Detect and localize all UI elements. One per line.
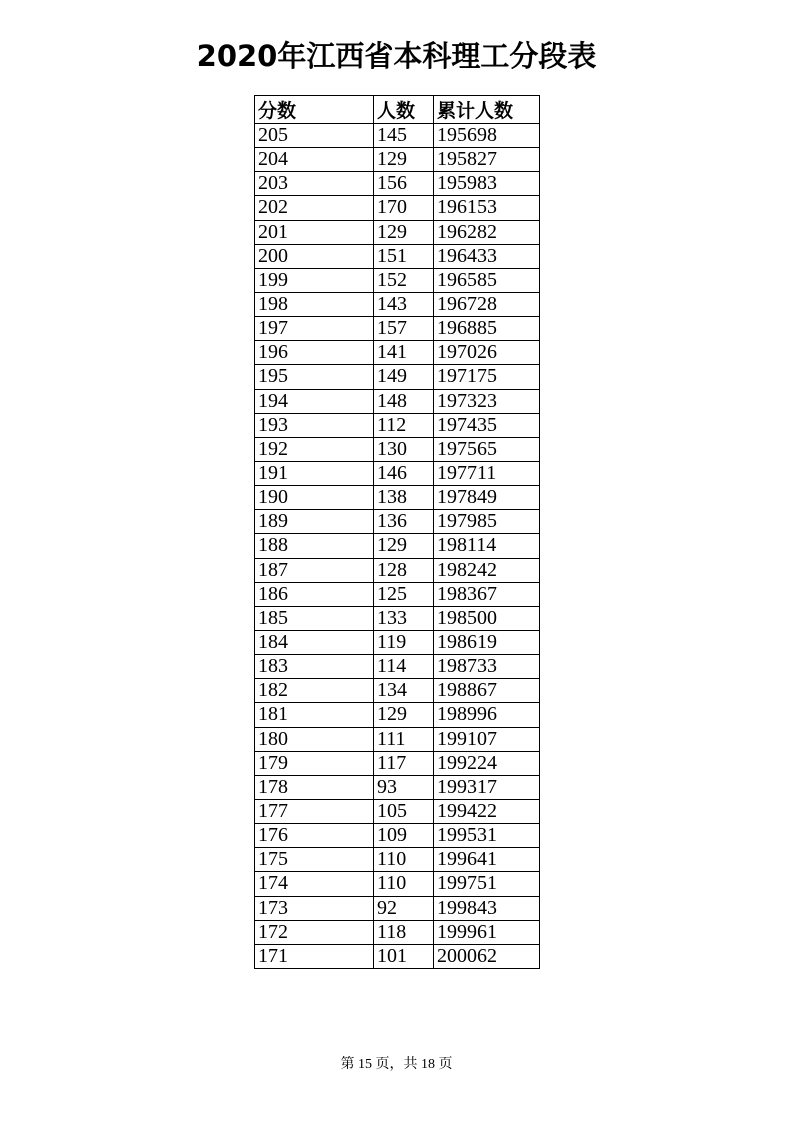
cell-cumulative: 199531 xyxy=(434,824,540,848)
cell-count: 149 xyxy=(374,365,434,389)
table-row xyxy=(255,775,540,799)
cell-cumulative: 199107 xyxy=(434,727,540,751)
table-row xyxy=(255,606,540,630)
cell-count: 156 xyxy=(374,172,434,196)
table-row xyxy=(255,365,540,389)
table-row xyxy=(255,751,540,775)
cell-cumulative: 199641 xyxy=(434,848,540,872)
table-row xyxy=(255,727,540,751)
cell-score: 193 xyxy=(255,413,374,437)
cell-score: 184 xyxy=(255,630,374,654)
table-row xyxy=(255,317,540,341)
cell-count: 141 xyxy=(374,341,434,365)
cell-count: 110 xyxy=(374,848,434,872)
cell-count: 101 xyxy=(374,944,434,968)
table-row xyxy=(255,920,540,944)
page-title: 2020年江西省本科理工分段表 xyxy=(196,39,597,73)
table-row xyxy=(255,292,540,316)
table-row xyxy=(255,389,540,413)
cell-cumulative: 197026 xyxy=(434,341,540,365)
cell-cumulative: 196885 xyxy=(434,317,540,341)
cell-cumulative: 199843 xyxy=(434,896,540,920)
cell-count: 110 xyxy=(374,872,434,896)
cell-count: 130 xyxy=(374,437,434,461)
cell-count: 146 xyxy=(374,461,434,485)
cell-cumulative: 197711 xyxy=(434,461,540,485)
cell-score: 178 xyxy=(255,775,374,799)
cell-cumulative: 199422 xyxy=(434,799,540,823)
cell-count: 112 xyxy=(374,413,434,437)
cell-count: 129 xyxy=(374,534,434,558)
table-row xyxy=(255,703,540,727)
table-row xyxy=(255,558,540,582)
table-row xyxy=(255,872,540,896)
cell-cumulative: 198619 xyxy=(434,630,540,654)
cell-count: 143 xyxy=(374,292,434,316)
cell-score: 185 xyxy=(255,606,374,630)
cell-score: 194 xyxy=(255,389,374,413)
cell-cumulative: 199224 xyxy=(434,751,540,775)
cell-score: 188 xyxy=(255,534,374,558)
cell-score: 189 xyxy=(255,510,374,534)
cell-cumulative: 195698 xyxy=(434,124,540,148)
cell-cumulative: 196728 xyxy=(434,292,540,316)
cell-cumulative: 199961 xyxy=(434,920,540,944)
cell-count: 105 xyxy=(374,799,434,823)
cell-count: 136 xyxy=(374,510,434,534)
cell-cumulative: 197435 xyxy=(434,413,540,437)
cell-count: 128 xyxy=(374,558,434,582)
cell-score: 172 xyxy=(255,920,374,944)
cell-count: 129 xyxy=(374,703,434,727)
table-row xyxy=(255,486,540,510)
cell-count: 129 xyxy=(374,148,434,172)
cell-count: 138 xyxy=(374,486,434,510)
cell-score: 174 xyxy=(255,872,374,896)
cell-count: 134 xyxy=(374,679,434,703)
cell-count: 157 xyxy=(374,317,434,341)
header-score: 分数 xyxy=(255,96,374,124)
table-header-row xyxy=(255,96,540,124)
table-row xyxy=(255,268,540,292)
cell-score: 181 xyxy=(255,703,374,727)
cell-score: 182 xyxy=(255,679,374,703)
cell-count: 151 xyxy=(374,244,434,268)
cell-cumulative: 197849 xyxy=(434,486,540,510)
cell-count: 145 xyxy=(374,124,434,148)
cell-score: 202 xyxy=(255,196,374,220)
table-row xyxy=(255,679,540,703)
table-row xyxy=(255,848,540,872)
cell-cumulative: 195983 xyxy=(434,172,540,196)
cell-count: 129 xyxy=(374,220,434,244)
cell-count: 114 xyxy=(374,655,434,679)
cell-cumulative: 195827 xyxy=(434,148,540,172)
cell-score: 179 xyxy=(255,751,374,775)
table-row xyxy=(255,172,540,196)
table-row xyxy=(255,896,540,920)
header-cumulative: 累计人数 xyxy=(434,96,540,124)
cell-cumulative: 197323 xyxy=(434,389,540,413)
table-row xyxy=(255,582,540,606)
table-row xyxy=(255,196,540,220)
table-row xyxy=(255,534,540,558)
table-row xyxy=(255,437,540,461)
table-row xyxy=(255,824,540,848)
page-footer: 第 15 页，共 18 页 xyxy=(340,1057,453,1072)
cell-cumulative: 199751 xyxy=(434,872,540,896)
table-row xyxy=(255,341,540,365)
cell-score: 198 xyxy=(255,292,374,316)
cell-cumulative: 198114 xyxy=(434,534,540,558)
table-row xyxy=(255,413,540,437)
cell-count: 117 xyxy=(374,751,434,775)
cell-cumulative: 197565 xyxy=(434,437,540,461)
table-row xyxy=(255,655,540,679)
cell-count: 92 xyxy=(374,896,434,920)
cell-score: 203 xyxy=(255,172,374,196)
table-row xyxy=(255,510,540,534)
cell-count: 148 xyxy=(374,389,434,413)
table-row xyxy=(255,124,540,148)
cell-score: 199 xyxy=(255,268,374,292)
cell-count: 170 xyxy=(374,196,434,220)
cell-count: 118 xyxy=(374,920,434,944)
cell-count: 111 xyxy=(374,727,434,751)
cell-cumulative: 199317 xyxy=(434,775,540,799)
cell-score: 177 xyxy=(255,799,374,823)
cell-score: 195 xyxy=(255,365,374,389)
cell-score: 190 xyxy=(255,486,374,510)
cell-score: 175 xyxy=(255,848,374,872)
cell-score: 176 xyxy=(255,824,374,848)
cell-score: 192 xyxy=(255,437,374,461)
cell-score: 183 xyxy=(255,655,374,679)
score-table xyxy=(254,95,540,969)
cell-cumulative: 197175 xyxy=(434,365,540,389)
cell-cumulative: 200062 xyxy=(434,944,540,968)
cell-cumulative: 198867 xyxy=(434,679,540,703)
table-row xyxy=(255,461,540,485)
cell-cumulative: 198500 xyxy=(434,606,540,630)
table-row xyxy=(255,799,540,823)
cell-score: 205 xyxy=(255,124,374,148)
cell-cumulative: 198367 xyxy=(434,582,540,606)
cell-cumulative: 196585 xyxy=(434,268,540,292)
table-row xyxy=(255,220,540,244)
table-row xyxy=(255,630,540,654)
cell-score: 187 xyxy=(255,558,374,582)
cell-count: 119 xyxy=(374,630,434,654)
cell-score: 204 xyxy=(255,148,374,172)
cell-score: 171 xyxy=(255,944,374,968)
cell-score: 186 xyxy=(255,582,374,606)
table-header xyxy=(255,96,540,124)
cell-cumulative: 198242 xyxy=(434,558,540,582)
cell-score: 173 xyxy=(255,896,374,920)
cell-count: 93 xyxy=(374,775,434,799)
cell-score: 196 xyxy=(255,341,374,365)
cell-score: 197 xyxy=(255,317,374,341)
cell-cumulative: 196282 xyxy=(434,220,540,244)
cell-score: 200 xyxy=(255,244,374,268)
table-body xyxy=(255,124,540,969)
table-row xyxy=(255,244,540,268)
cell-cumulative: 197985 xyxy=(434,510,540,534)
header-count: 人数 xyxy=(374,96,434,124)
cell-score: 191 xyxy=(255,461,374,485)
cell-score: 201 xyxy=(255,220,374,244)
cell-count: 125 xyxy=(374,582,434,606)
cell-cumulative: 196153 xyxy=(434,196,540,220)
cell-score: 180 xyxy=(255,727,374,751)
cell-cumulative: 196433 xyxy=(434,244,540,268)
cell-cumulative: 198996 xyxy=(434,703,540,727)
table-row xyxy=(255,944,540,968)
cell-cumulative: 198733 xyxy=(434,655,540,679)
table-row xyxy=(255,148,540,172)
cell-count: 109 xyxy=(374,824,434,848)
cell-count: 152 xyxy=(374,268,434,292)
cell-count: 133 xyxy=(374,606,434,630)
